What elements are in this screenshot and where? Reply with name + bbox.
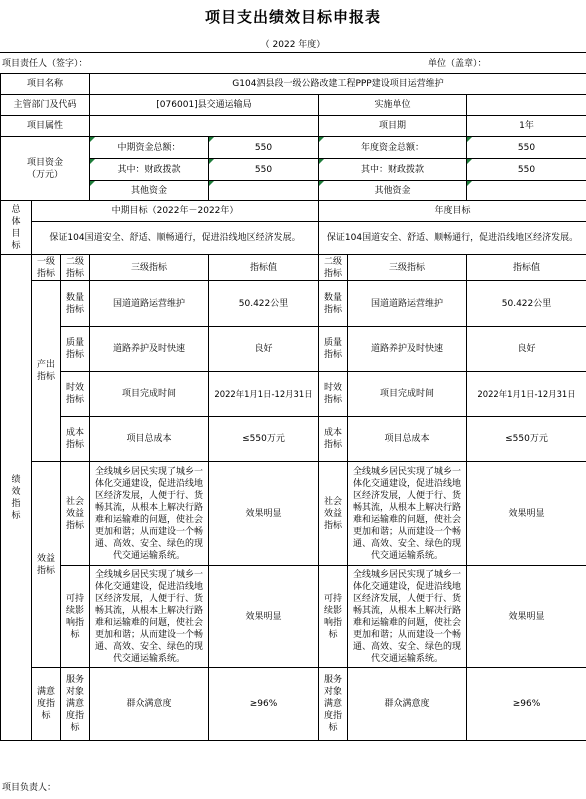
project-name-value: G104泗县段一级公路改建工程PPP建设项目运营维护 [90,74,586,95]
level1-header: 一级 指标 [32,255,61,281]
level3-cell-annual: 全线城乡居民实现了城乡一体化交通建设，促进沿线地区经济发展，人便于行、货畅其流，从根本上解决行路难和运输难的问题，使社会更加和谐；从而建设一个畅通、高效、安全、绿色的现代交通运输系统。 [348,566,467,668]
year-label: （ 2022 年度） [260,40,326,50]
annual-goal-text: 保证104国道安全、舒适、顺畅通行，促进沿线地区经济发展。 [319,222,586,255]
mid-goal-text: 保证104国道安全、舒适、顺畅通行，促进沿线地区经济发展。 [32,222,319,255]
row-dept [1,95,586,116]
level3-header: 三级指标 [90,255,209,281]
level3-cell-annual: 项目总成本 [348,417,467,462]
row-indicator-header [1,255,586,281]
level3-cell-annual: 群众满意度 [348,668,467,741]
output-label: 产出 指标 [32,281,61,462]
level2-cell-annual: 质量 指标 [319,327,348,372]
mid-fiscal-value: 550 [209,159,319,181]
value-cell: 2022年1月1日-12月31日 [209,372,319,417]
value-header: 指标值 [209,255,319,281]
mid-fiscal-label: 其中：财政拨款 [90,159,209,181]
satisfaction-label: 满意 度指 标 [32,668,61,741]
row-goals-text [1,222,586,255]
top-divider [0,52,586,53]
level3-cell: 国道道路运营维护 [90,281,209,327]
value-cell: ≥96% [209,668,319,741]
level3-cell: 全线城乡居民实现了城乡一体化交通建设，促进沿线地区经济发展，人便于行、货畅其流，从根本上解决行路难和运输难的问题，使社会更加和谐；从而建设一个畅通、高效、安全、绿色的现代交通运输系统。 [90,462,209,566]
level2-cell: 社会 效益 指标 [61,462,90,566]
row-goals-header [1,201,586,222]
page-title: 项目支出绩效目标申报表 [204,8,381,26]
impl-unit-label: 实施单位 [319,95,467,116]
value-cell: 效果明显 [209,566,319,668]
performance-table [0,73,586,741]
row-funds-total [1,137,586,159]
level2-cell: 成本 指标 [61,417,90,462]
level3-cell: 全线城乡居民实现了城乡一体化交通建设，促进沿线地区经济发展，人便于行、货畅其流，从根本上解决行路难和运输难的问题，使社会更加和谐；从而建设一个畅通、高效、安全、绿色的现代交通运输系统。 [90,566,209,668]
goals-label: 总 体 目 标 [1,201,32,255]
attr-value [90,116,319,137]
level3-cell-annual: 国道道路运营维护 [348,281,467,327]
level3-cell: 项目总成本 [90,417,209,462]
level2-cell: 质量 指标 [61,327,90,372]
row-attr [1,116,586,137]
level2-cell: 时效 指标 [61,372,90,417]
funds-label: 项目资金 （万元） [1,137,90,201]
period-label: 项目期 [319,116,467,137]
level2-cell-annual: 可持 续影 响指 标 [319,566,348,668]
level2-cell-annual: 时效 指标 [319,372,348,417]
level2-cell: 数量 指标 [61,281,90,327]
annual-total-value: 550 [467,137,586,159]
value-cell-annual: ≤550万元 [467,417,586,462]
attr-label: 项目属性 [1,116,90,137]
level3-cell-annual: 全线城乡居民实现了城乡一体化交通建设，促进沿线地区经济发展，人便于行、货畅其流，从根本上解决行路难和运输难的问题，使社会更加和谐；从而建设一个畅通、高效、安全、绿色的现代交通运输系统。 [348,462,467,566]
effect-label: 效益 指标 [32,462,61,668]
dept-label: 主管部门及代码 [1,95,90,116]
value-cell: ≤550万元 [209,417,319,462]
value-cell: 效果明显 [209,462,319,566]
level3-cell: 群众满意度 [90,668,209,741]
dept-value: [076001]县交通运输局 [90,95,319,116]
project-name-label: 项目名称 [1,74,90,95]
table-row [1,372,586,417]
mid-other-label: 其他资金 [90,181,209,201]
level3-cell-annual: 道路养护及时快速 [348,327,467,372]
table-row [1,281,586,327]
annual-fiscal-label: 其中：财政拨款 [319,159,467,181]
level2-cell: 可持 续影 响指 标 [61,566,90,668]
annual-other-label: 其他资金 [319,181,467,201]
level2-cell-annual: 服务 对象 满意 度指 标 [319,668,348,741]
mid-total-label: 中期资金总额： [90,137,209,159]
value-cell-annual: 2022年1月1日-12月31日 [467,372,586,417]
level2-cell-annual: 社会 效益 指标 [319,462,348,566]
level3-cell-annual: 项目完成时间 [348,372,467,417]
table-row [1,668,586,741]
level2-cell: 服务 对象 满意 度指 标 [61,668,90,741]
value-cell-annual: 效果明显 [467,462,586,566]
level2-header: 二级 指标 [61,255,90,281]
table-row [1,462,586,566]
responsible-label: 项目责任人（签字）： [2,59,88,69]
level2-header-annual: 二级 指标 [319,255,348,281]
project-leader-label: 项目负责人： [2,783,57,793]
annual-total-label: 年度资金总额： [319,137,467,159]
table-row [1,566,586,668]
annual-fiscal-value: 550 [467,159,586,181]
value-cell-annual: 效果明显 [467,566,586,668]
unit-label: 单位（盖章）： [428,59,487,69]
indicators-label: 绩 效 指 标 [1,255,32,741]
annual-goal-header: 年度目标 [319,201,586,222]
annual-other-value [467,181,586,201]
level2-cell-annual: 数量 指标 [319,281,348,327]
value-header-annual: 指标值 [467,255,586,281]
mid-other-value [209,181,319,201]
table-row [1,417,586,462]
table-row [1,327,586,372]
mid-total-value: 550 [209,137,319,159]
level3-cell: 项目完成时间 [90,372,209,417]
value-cell: 50.422公里 [209,281,319,327]
value-cell-annual: 良好 [467,327,586,372]
row-project-name [1,74,586,95]
value-cell-annual: 50.422公里 [467,281,586,327]
level3-cell: 道路养护及时快速 [90,327,209,372]
mid-goal-header: 中期目标（2022年－2022年） [32,201,319,222]
level2-cell-annual: 成本 指标 [319,417,348,462]
period-value: 1年 [467,116,586,137]
impl-unit-value [467,95,586,116]
value-cell-annual: ≥96% [467,668,586,741]
value-cell: 良好 [209,327,319,372]
level3-header-annual: 三级指标 [348,255,467,281]
